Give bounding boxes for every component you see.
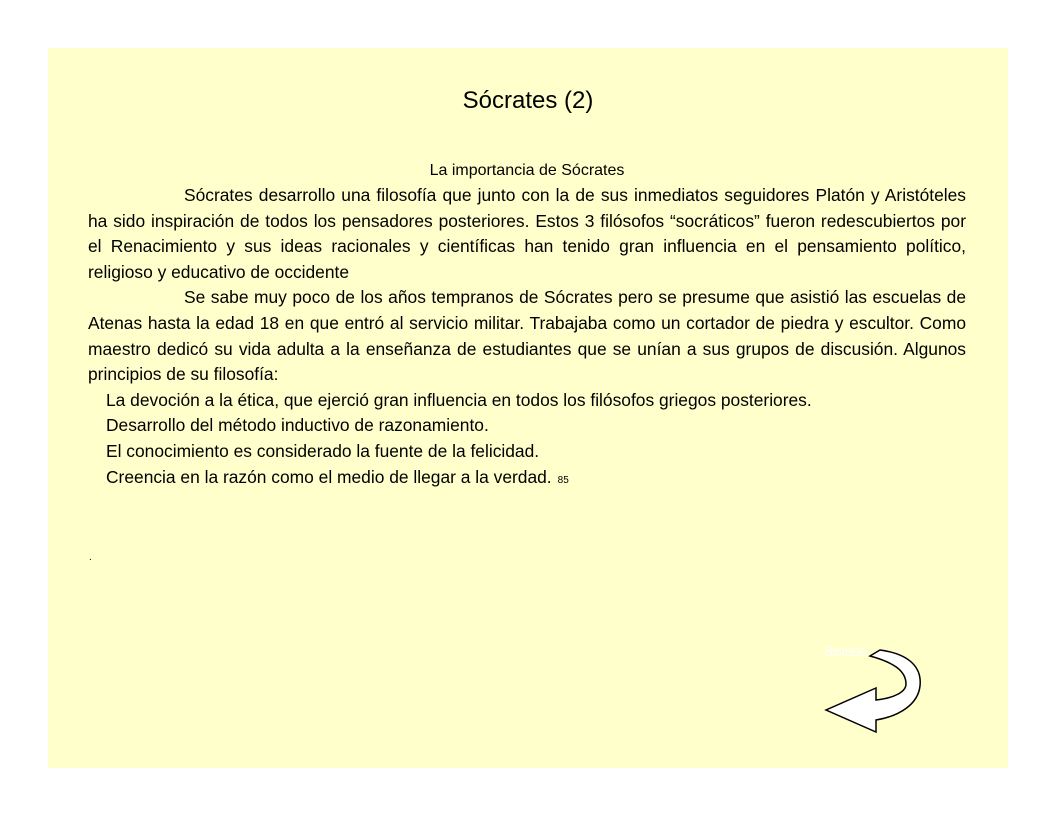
paragraph-importance: Sócrates desarrollo una filosofía que junto con la de sus inmediatos seguidores Platón y Aristóteles ha sido inspiración de todos los pensadores posteriores. Estos 3 filósofos “socráticos” fueron redescubiertos por el Renacimiento y sus ideas racionales y científicas han tenido gran influencia en el pensamiento político, religioso y educativo de occidente xyxy=(88,185,966,282)
section-subtitle: La importancia de Sócrates xyxy=(429,162,625,179)
paragraph-early-years: Se sabe muy poco de los años tempranos de Sócrates pero se presume que asistió las escuelas de Atenas hasta la edad 18 en que entró al servicio militar. Trabajaba como un cortador de piedra y escultor. Como maestro dedicó su vida adulta a la enseñanza de estudiantes que se unían a sus grupos de discusión. Algunos principios de su filosofía: xyxy=(88,287,966,385)
principle-item: Creencia en la razón como el medio de llegar a la verdad. 85 xyxy=(106,466,569,487)
slide-title: Sócrates (2) xyxy=(462,87,594,114)
back-link[interactable]: Regreso xyxy=(825,645,867,657)
principle-item: El conocimiento es considerado la fuente de la felicidad. xyxy=(106,440,540,461)
footnote-number: 85 xyxy=(557,474,569,486)
principle-item: Desarrollo del método inductivo de razonamiento. xyxy=(106,415,489,436)
principle-item: La devoción a la ética, que ejerció gran influencia en todos los filósofos griegos posteriores. xyxy=(106,389,812,410)
slide-body xyxy=(88,158,966,493)
arrow-shape[interactable] xyxy=(826,650,920,732)
stray-mark: . xyxy=(89,552,92,563)
